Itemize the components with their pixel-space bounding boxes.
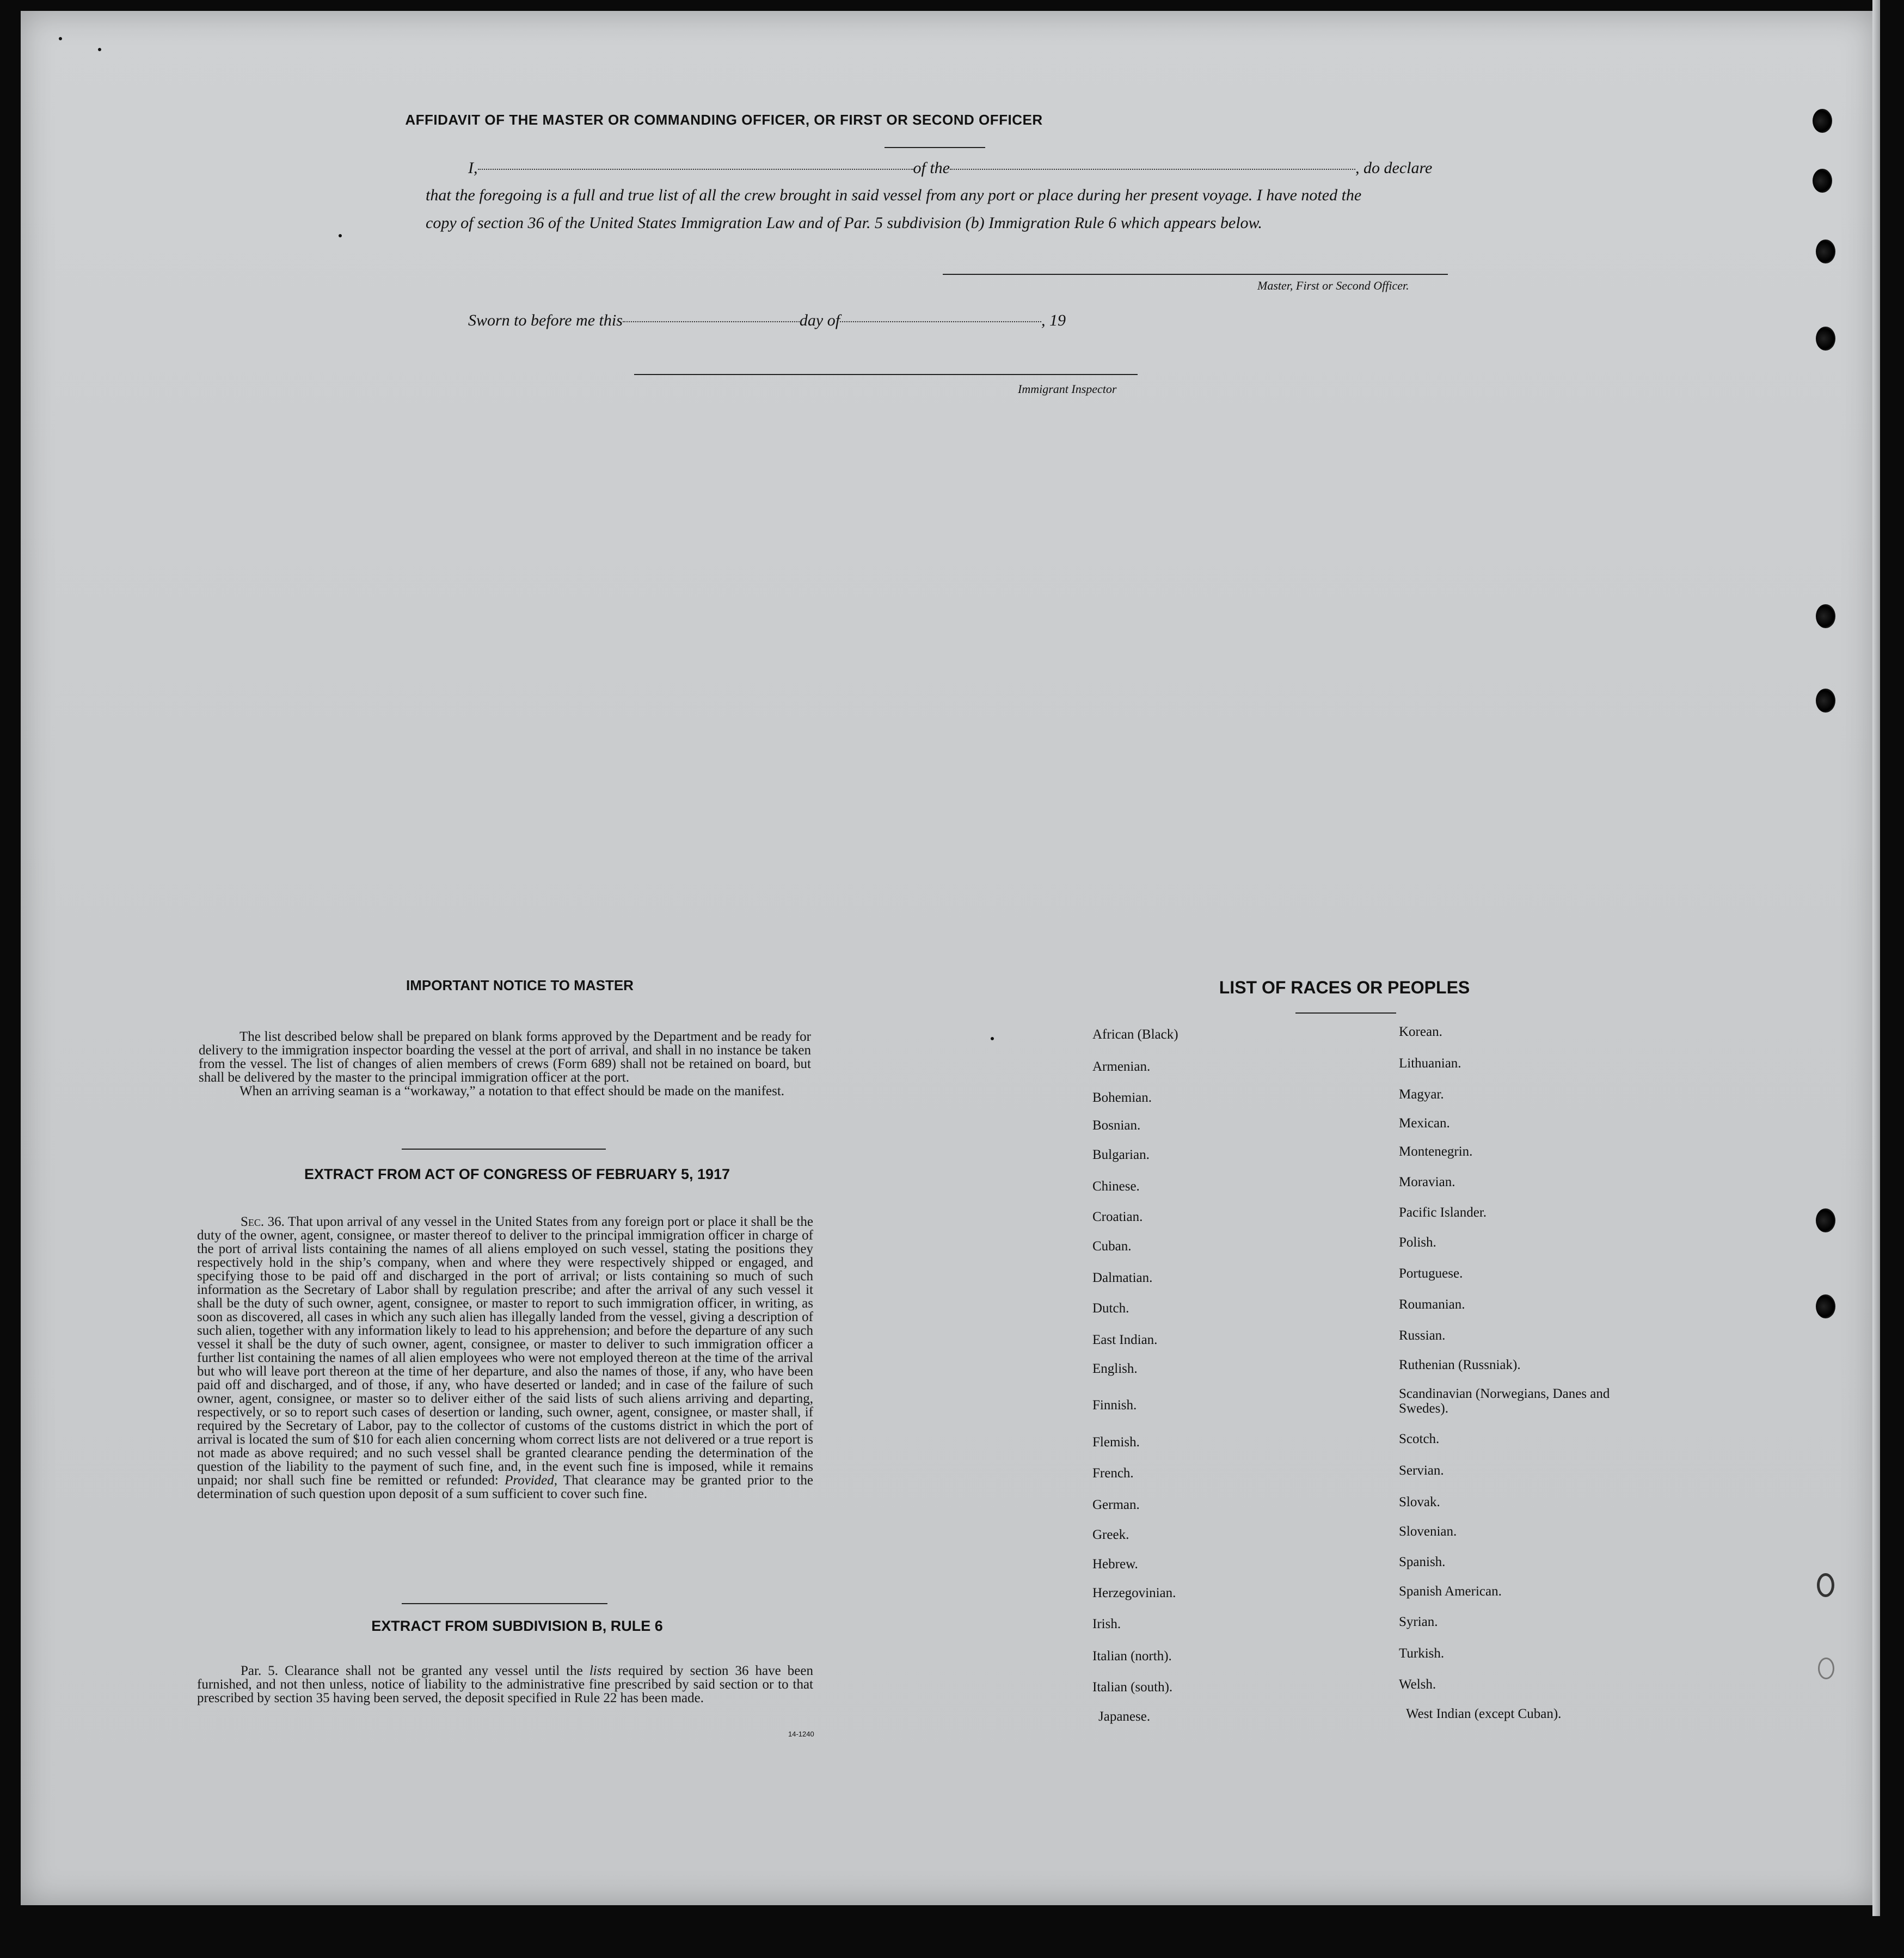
race-right-item: Slovak. xyxy=(1399,1495,1440,1509)
race-right-item: Montenegrin. xyxy=(1399,1144,1473,1159)
rule-text-a: Par. 5. Clearance shall not be granted any vessel until the xyxy=(241,1664,583,1678)
race-left-item: Flemish. xyxy=(1092,1435,1140,1450)
race-left-item: Armenian. xyxy=(1092,1059,1151,1074)
name-blank xyxy=(478,167,913,170)
notice-text xyxy=(199,1030,811,1098)
speck xyxy=(98,48,101,51)
race-left-item: Chinese. xyxy=(1092,1179,1140,1194)
act-extract-title: EXTRACT FROM ACT OF CONGRESS OF FEBRUARY 5, 1917 xyxy=(304,1166,730,1182)
race-left-item: Dalmatian. xyxy=(1092,1270,1153,1285)
notice-title: IMPORTANT NOTICE TO MASTER xyxy=(406,977,634,993)
section-divider xyxy=(402,1603,607,1604)
master-signature-label: Master, First or Second Officer. xyxy=(1257,279,1409,292)
race-left-item: Dutch. xyxy=(1092,1301,1129,1316)
binder-hole-icon xyxy=(1818,1658,1834,1679)
binder-hole-icon xyxy=(1816,327,1835,351)
year-label: , 19 xyxy=(1041,311,1066,329)
act-extract-text xyxy=(197,1215,813,1501)
race-right-item: West Indian (except Cuban). xyxy=(1406,1707,1562,1721)
race-right-item: Moravian. xyxy=(1399,1175,1455,1189)
race-left-item: East Indian. xyxy=(1092,1333,1158,1347)
race-right-item: Ruthenian (Russniak). xyxy=(1399,1358,1521,1372)
affidavit-line-3: copy of section 36 of the United States Immigration Law and of Par. 5 subdivision (b) Immigration Rule 6 which appears below. xyxy=(426,214,1262,232)
day-of-label: day of xyxy=(799,311,840,329)
race-left-item: Italian (south). xyxy=(1092,1680,1173,1695)
notice-paragraph-2: When an arriving seaman is a “workaway,” a notation to that effect should be made on the manifest. xyxy=(239,1084,785,1098)
race-right-item: Servian. xyxy=(1399,1463,1444,1478)
race-left-item: Hebrew. xyxy=(1092,1557,1138,1572)
race-left-item: Bulgarian. xyxy=(1092,1147,1150,1162)
sheet-edge xyxy=(1872,0,1880,1916)
race-left-item: French. xyxy=(1092,1466,1134,1481)
affidavit-title: AFFIDAVIT OF THE MASTER OR COMMANDING OFFICER, OR FIRST OR SECOND OFFICER xyxy=(405,112,1043,128)
race-right-item: Pacific Islander. xyxy=(1399,1205,1487,1220)
races-title-rule xyxy=(1295,1012,1396,1014)
binder-hole-icon xyxy=(1816,240,1835,263)
vessel-blank xyxy=(950,167,1355,170)
race-left-item: Bohemian. xyxy=(1092,1090,1152,1105)
rule-text-b: required by section 36 have been furnished, and not then unless, notice of liability to the administrative fine prescribed by said section or to that prescribed by section 35 having been served, the deposit specified in Rule 22 has been made. xyxy=(197,1664,813,1705)
form-number: 14-1240 xyxy=(788,1730,814,1738)
race-right-item: Syrian. xyxy=(1399,1615,1438,1629)
race-right-item: Turkish. xyxy=(1399,1646,1445,1661)
i-label: I, xyxy=(468,159,478,177)
title-rule xyxy=(885,147,985,148)
race-right-item: Roumanian. xyxy=(1399,1297,1465,1312)
provided-word: Provided, xyxy=(505,1473,558,1488)
master-signature-line xyxy=(943,274,1448,275)
sworn-label: Sworn to before me this xyxy=(468,311,623,329)
inspector-signature-line xyxy=(634,374,1138,375)
race-left-item: Italian (north). xyxy=(1092,1649,1172,1664)
race-left-item: Greek. xyxy=(1092,1527,1129,1542)
of-the-label: of the xyxy=(913,159,950,177)
inspector-signature-label: Immigrant Inspector xyxy=(1018,382,1117,396)
race-right-item: Spanish American. xyxy=(1399,1584,1502,1599)
act-text-b: That clearance may be granted prior to the determination of such question upon deposit of a sum sufficient to cover such fine. xyxy=(197,1473,813,1501)
speck xyxy=(991,1037,994,1040)
race-right-item: Mexican. xyxy=(1399,1116,1450,1131)
race-left-item: German. xyxy=(1092,1497,1140,1512)
binder-hole-icon xyxy=(1813,109,1832,133)
rule-extract-text xyxy=(197,1664,813,1705)
race-right-item: Spanish. xyxy=(1399,1555,1446,1569)
race-left-item: Bosnian. xyxy=(1092,1118,1141,1133)
race-right-item: Magyar. xyxy=(1399,1087,1444,1102)
section-divider xyxy=(402,1149,606,1150)
races-title: LIST OF RACES OR PEOPLES xyxy=(1219,978,1470,997)
lists-word: lists xyxy=(589,1664,612,1678)
race-left-item: Cuban. xyxy=(1092,1239,1132,1254)
race-left-item: English. xyxy=(1092,1361,1138,1376)
do-declare-label: , do declare xyxy=(1355,159,1433,177)
race-left-item: Irish. xyxy=(1092,1617,1121,1631)
race-left-item: Finnish. xyxy=(1092,1398,1137,1413)
affidavit-line-1 xyxy=(468,159,1432,177)
binder-hole-icon xyxy=(1816,604,1835,628)
day-blank xyxy=(623,319,800,322)
race-right-item: Slovenian. xyxy=(1399,1524,1457,1539)
affidavit-line-2: that the foregoing is a full and true list of all the crew brought in said vessel from any port or place during her present voyage. I have noted the xyxy=(426,186,1362,204)
section-label: Sec. 36. xyxy=(241,1214,285,1229)
race-right-item: Scotch. xyxy=(1399,1432,1440,1446)
sworn-line xyxy=(468,311,1066,330)
act-text-a: That upon arrival of any vessel in the United States from any foreign port or place it shall be the duty of the owner, agent, consignee, or master thereof to deliver to the principal immigration officer in charge of the port of arrival lists containing the names of all aliens employed on such vessel, stating the positions they respectively hold in the ship’s company, when and where they were respectively shipped or engaged, and specifying those to be paid off and discharged in the port of arrival; or lists containing so much of such information as the Secretary of Labor shall by regulation prescribe; and after the arrival of any such vessel it shall be the duty of such owner, agent, consignee, or master to report to such immigration officer, in writing, as soon as discovered, all cases in which any such alien has illegally landed from the vessel, giving a description of such alien, together with any information likely to lead to his apprehension; and before the departure of any such vessel it shall be the duty of such owner, agent, consignee, or master to deliver to such immigration officer a further list containing the names of all alien employees who were not employed thereon at the time of the arrival but who will leave port thereon at the time of her departure, and also the names of those, if any, who have been paid off and discharged, and of those, if any, who have deserted or landed; and in case of the failure of such owner, agent, consignee, or master so to deliver either of the said lists of such aliens arriving and departing, respectively, or so to report such cases of desertion or landing, such owner, agent, consignee, or master shall, if required by the Secretary of Labor, pay to the collector of customs of the customs district in which the port of arrival is located the sum of $10 for each alien concerning whom correct lists are not delivered or a true report is not made as above required; and no such vessel shall be granted clearance pending the determination of the question of the liability to the payment of such fine, and, in the event such fine is imposed, while it remains unpaid; nor shall such fine be remitted or refunded: xyxy=(197,1214,814,1488)
binder-hole-icon xyxy=(1816,689,1835,713)
race-left-item: Croatian. xyxy=(1092,1210,1143,1224)
race-right-item: Russian. xyxy=(1399,1328,1446,1343)
month-blank xyxy=(840,319,1041,322)
binder-hole-icon xyxy=(1816,1208,1835,1232)
race-right-item: Portuguese. xyxy=(1399,1266,1463,1281)
race-right-item: Polish. xyxy=(1399,1235,1436,1250)
race-left-item: African (Black) xyxy=(1092,1027,1178,1042)
binder-hole-icon xyxy=(1816,1294,1835,1318)
race-left-item: Japanese. xyxy=(1098,1709,1151,1724)
race-right-item: Lithuanian. xyxy=(1399,1056,1461,1071)
notice-paragraph-1: The list described below shall be prepared on blank forms approved by the Department and be ready for delivery to the immigration inspector boarding the vessel at the port of arrival, and shall in no instance be taken from the vessel. The list of changes of alien members of crews (Form 689) shall not be retained on board, but shall be delivered by the master to the principal immigration officer at the port. xyxy=(199,1029,811,1085)
race-right-item: Welsh. xyxy=(1399,1677,1436,1692)
race-left-item: Herzegovinian. xyxy=(1092,1586,1176,1600)
binder-hole-icon xyxy=(1817,1573,1834,1597)
rule-extract-title: EXTRACT FROM SUBDIVISION B, RULE 6 xyxy=(371,1618,663,1634)
binder-hole-icon xyxy=(1813,169,1832,193)
race-right-item: Scandinavian (Norwegians, Danes and Swedes). xyxy=(1399,1386,1610,1416)
race-right-item: Korean. xyxy=(1399,1024,1442,1039)
speck xyxy=(59,37,62,40)
speck xyxy=(339,234,342,237)
